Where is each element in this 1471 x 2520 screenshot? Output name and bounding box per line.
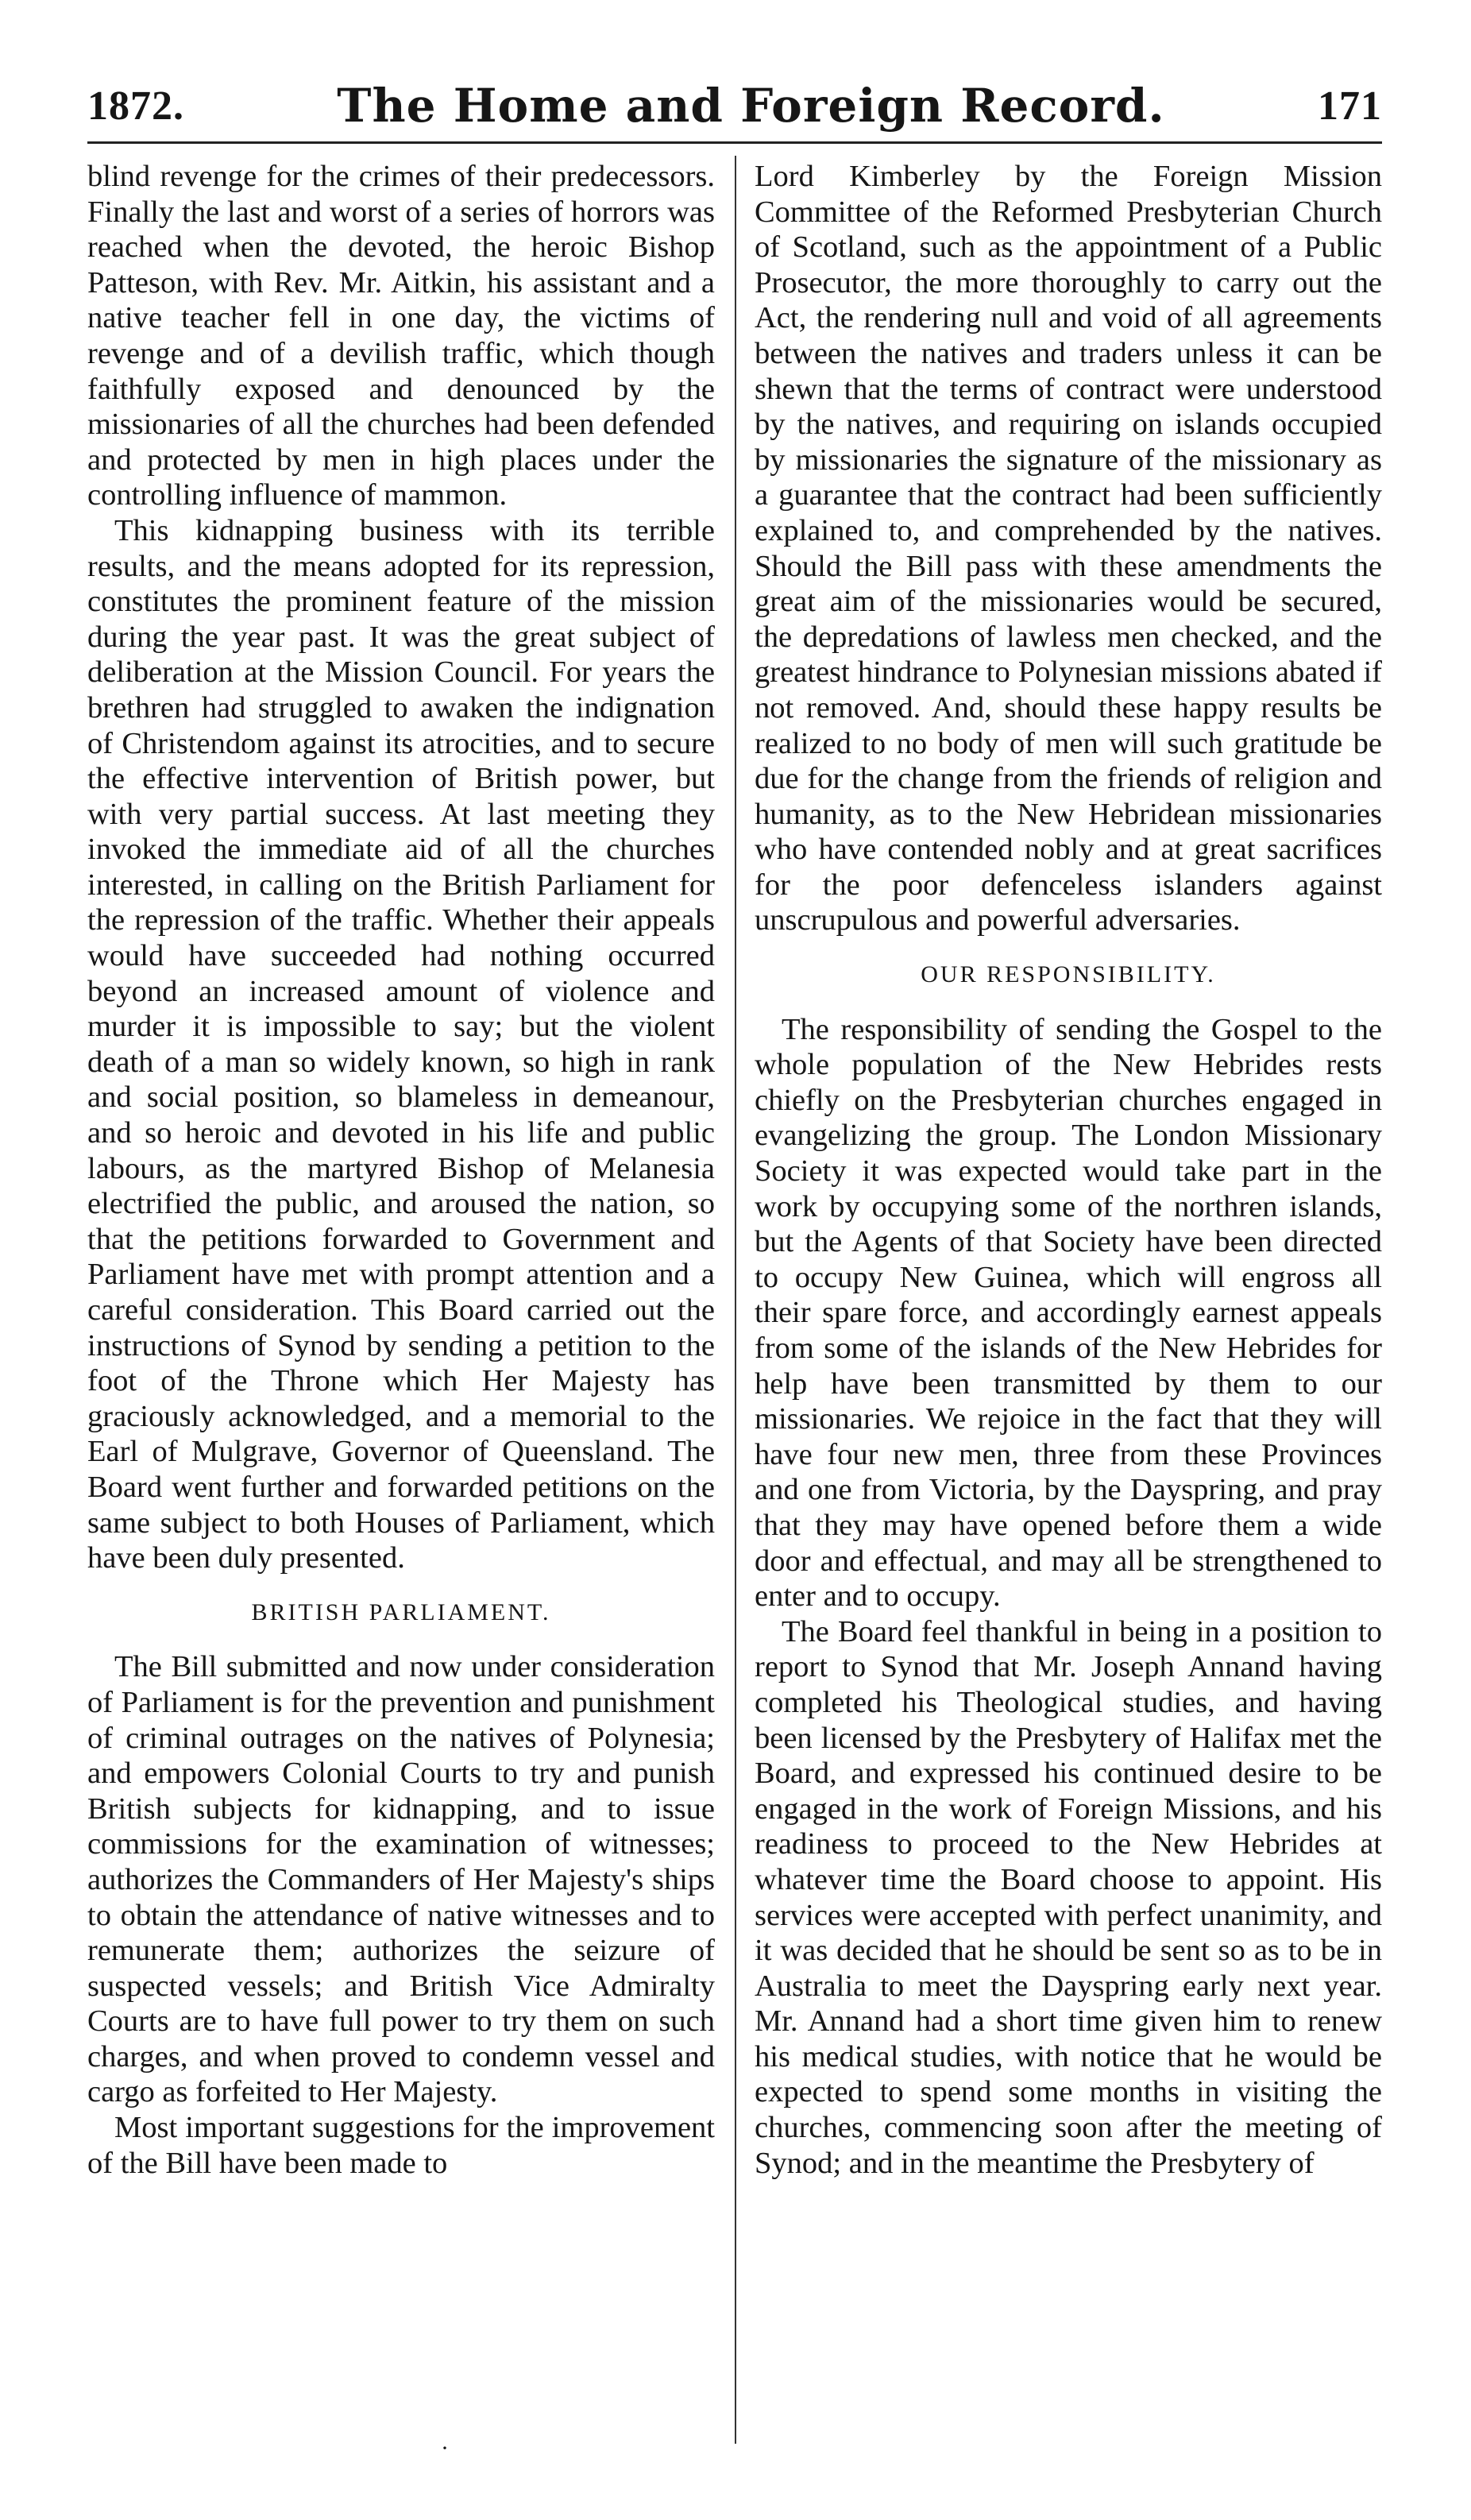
page-header	[87, 70, 1382, 144]
left-paragraph-2: This kidnapping business with its terrible results, and the means adopted for its repression, constitutes the prominent feature of the mission during the year past. It was the great subject of deliberation at the Mission Council. For years the brethren had struggled to awaken the indignation of Christendom against its atrocities, and to secure the effective intervention of British power, but with very partial success. At last meeting they invoked the immediate aid of all the churches interested, in calling on the British Parliament for the repression of the traffic. Whether their appeals would have succeeded had nothing occurred beyond an increased amount of violence and murder it is impossible to say; but the violent death of a man so widely known, so high in rank and social position, so blameless in demeanour, and so heroic and devoted in his life and public labours, as the martyred Bishop of Melanesia electrified the public, and aroused the nation, so that the petitions forwarded to Government and Parliament have met with prompt attention and a careful consideration. This Board carried out the instructions of Synod by sending a petition to the foot of the Throne which Her Majesty has graciously acknowledged, and a memorial to the Earl of Mulgrave, Governor of Queensland. The Board went further and forwarded petitions on the same subject to both Houses of Parliament, which have been duly presented.	[87, 513, 715, 1575]
right-column	[755, 159, 1382, 2463]
footer-ink-mark: ·	[441, 2435, 449, 2461]
right-paragraph-1: Lord Kimberley by the Foreign Mission Committee of the Reformed Presbyterian Church of Scotland, such as the appointment of a Public Prosecutor, the more thoroughly to carry out the Act, the rendering null and void of all agreements between the natives and traders unless it can be shewn that the terms of contract were understood by the natives, and requiring on islands occupied by missionaries the signature of the missionary as a guarantee that the contract had been sufficiently explained to, and comprehended by the natives. Should the Bill pass with these amendments the great aim of the missionaries would be secured, the depredations of lawless men checked, and the greatest hindrance to Polynesian missions abated if not removed. And, should these happy results be realized to no body of men will such gratitude be due for the change from the friends of religion and humanity, as to the New Hebridean missionaries who have contended nobly and at great sacrifices for the poor defenceless islanders against unscrupulous and powerful adversaries.	[755, 160, 1382, 937]
left-column	[87, 159, 715, 2463]
header-year: 1872.	[87, 83, 184, 129]
column-divider	[735, 156, 736, 2444]
left-paragraph-3: The Bill submitted and now under consideration of Parliament is for the prevention and punishment of criminal outrages on the natives of Polynesia; and empowers Colonial Courts to try and punish British subjects for kidnapping, and to issue commissions for the examination of witnesses; authorizes the Commanders of Her Majesty's ships to obtain the attendance of native witnesses and to remunerate them; authorizes the seizure of suspected vessels; and British Vice Admiralty Courts are to have full power to try them on such charges, and when proved to condemn vessel and cargo as forfeited to Her Majesty.	[87, 1650, 715, 2109]
left-paragraph-4: Most important suggestions for the improvement of the Bill have been made to	[87, 2111, 715, 2180]
right-paragraph-2: The responsibility of sending the Gospel to the whole population of the New Hebrides rests chiefly on the Presbyterian churches engaged in evangelizing the group. The London Missionary Society it was expected would take part in the work by occupying some of the northren islands, but the Agents of that Society have been directed to occupy New Guinea, which will engross all their spare force, and accordingly earnest appeals from some of the islands of the New Hebrides for help have been transmitted by them to our missionaries. We rejoice in the fact that they will have four new men, three from these Provinces and one from Victoria, by the Dayspring, and pray that they may have opened before them a wide door and effectual, and may all be strengthened to enter and to occupy.	[755, 1012, 1382, 1614]
right-paragraph-3: The Board feel thankful in being in a position to report to Synod that Mr. Joseph Annand having completed his Theological studies, and having been licensed by the Presbytery of Halifax met the Board, and expressed his continued desire to be engaged in the work of Foreign Missions, and his readiness to proceed to the New Hebrides at whatever time the Board choose to appoint. His services were accepted with perfect unanimity, and it was decided that he should be sent so as to be in Australia to meet the Dayspring early next year. Mr. Annand had a short time given him to renew his medical studies, with notice that he would be expected to spend some months in visiting the churches, commencing soon after the meeting of Synod; and in the meantime the Presbytery of	[755, 1614, 1382, 2180]
header-page-number: 171	[1317, 83, 1382, 129]
section-heading-british-parliament: BRITISH PARLIAMENT.	[251, 1598, 551, 1625]
left-paragraph-1: blind revenge for the crimes of their predecessors. Finally the last and worst of a series of horrors was reached when the devoted, the heroic Bishop Patteson, with Rev. Mr. Aitkin, his assistant and a native teacher fell in one day, the victims of revenge and of a devilish traffic, which though faithfully exposed and denounced by the missionaries of all the churches had been defended and protected by men in high places under the controlling influence of mammon.	[87, 160, 715, 512]
section-heading-our-responsibility: OUR RESPONSIBILITY.	[921, 961, 1216, 988]
header-title: The Home and Foreign Record.	[337, 79, 1165, 133]
